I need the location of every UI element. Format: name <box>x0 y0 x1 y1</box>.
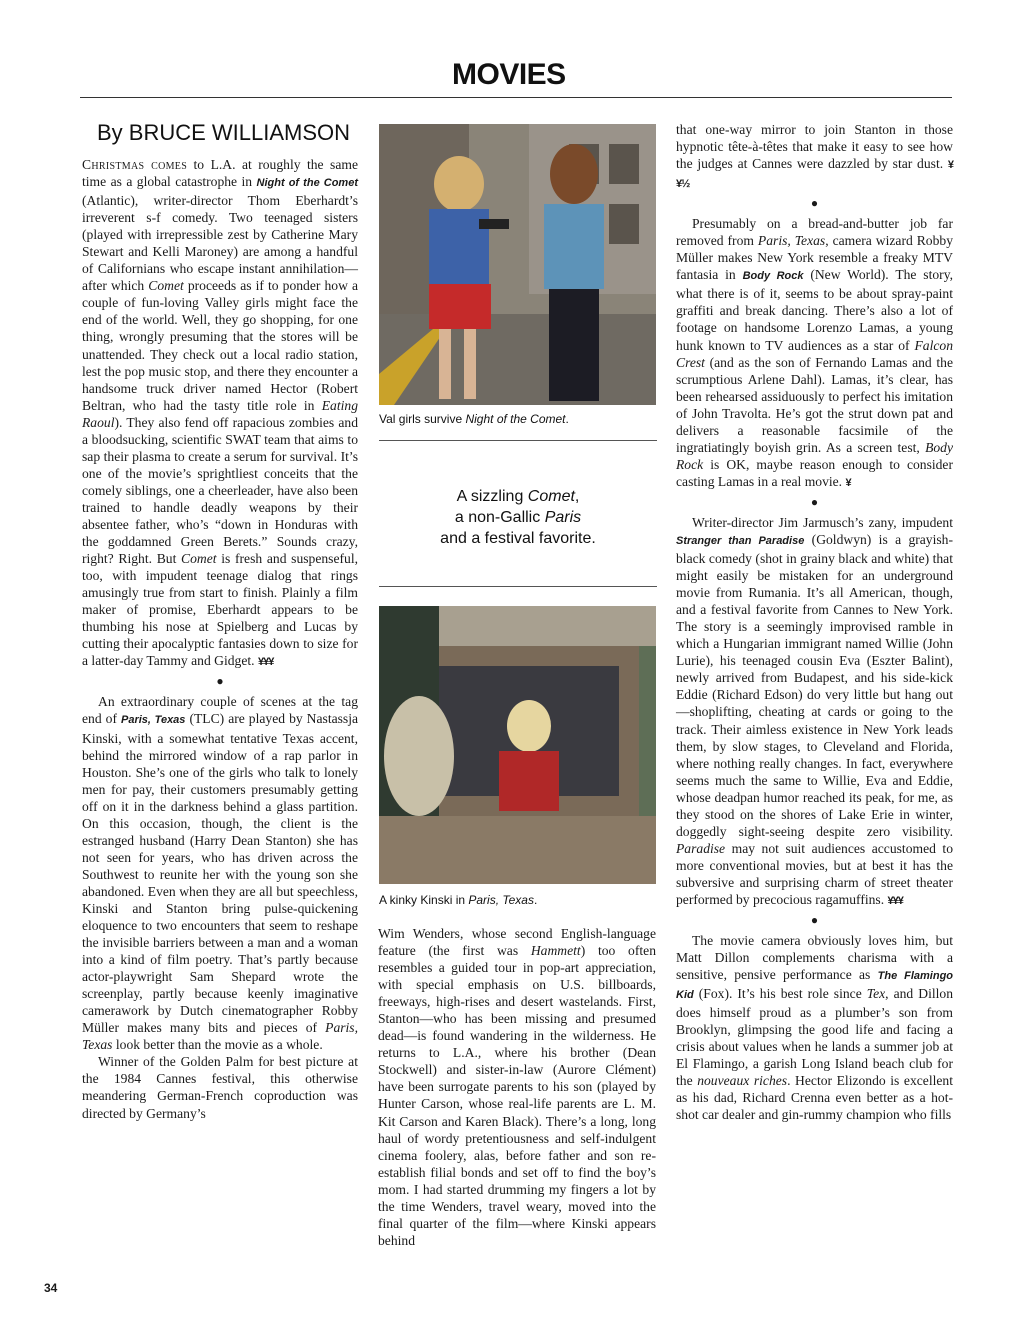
section-bullet: ● <box>810 494 819 509</box>
caption-text: Val girls survive <box>379 412 466 426</box>
column-1 <box>82 156 358 1122</box>
text-run: . Hector Elizondo is excellent as his dad, Richard Crenna even better as a hot-shot car dealer and gin-rummy champion who fills <box>676 1073 953 1123</box>
caption-title: Night of the Comet <box>465 412 566 426</box>
section-title: MOVIES <box>452 58 566 91</box>
text-run: (Fox). It’s his best role since <box>693 986 867 1002</box>
photo-night-of-the-comet <box>379 124 656 405</box>
page-number: 34 <box>44 1281 58 1295</box>
text-run: look better than the movie as a whole. <box>112 1037 323 1053</box>
italic-title: Paris, Texas <box>82 1020 358 1053</box>
text-run: may not suit audiences accustomed to more conventional movies, but at best it has the subversive and surprising charm of street theater performed by precocious ragamuffins. <box>676 840 953 907</box>
text-run: to L.A. at roughly the same time as a global catastrophe in <box>82 157 358 190</box>
mirror-room-image <box>379 606 656 884</box>
section-bullet: ● <box>216 674 224 689</box>
italic-title: Body Rock <box>676 439 953 472</box>
text-run: ). They also fend off rapacious zombies and a bloodsucking, scientific SWAT team that aims to sap their plasma to create a serum for survival. It’s one of the movie’s sprightliest conceits that the comely siblings, one a cheerleader, have also been trained to handle deadly weapons by their absentee father, who’s “down in Honduras with the goddamned Green Berets.” Sounds crazy, right? Right. But <box>82 414 358 567</box>
text-run: , and Dillon does himself proud as a plumber’s son from Brooklyn, glimpsing the good life and facing a crisis about values when he lands a summer job at El Flamingo, a garish Long Island beach club for the <box>676 986 953 1089</box>
caption-text: . <box>565 412 569 426</box>
column-2 <box>378 925 656 1249</box>
caption-text: A kinky Kinski in <box>379 893 469 907</box>
lead-in: Christmas comes <box>82 157 188 172</box>
italic-title: Tex <box>866 986 886 1002</box>
pull-line-3: and a festival favorite. <box>440 530 596 547</box>
rating: ¥ <box>845 476 851 489</box>
text-run: (Goldwyn) is a grayish-black comedy (shot in grainy black and white) that might easily be mistaken for an underground movie from Rumania. It’s all American, though, and a festival favorite from Cannes to New York. The story is a seemingly improvised ramble in which a Hungarian immigrant named Willie (John Lurie), his teenaged cousin Eva (Eszter Balint), newly arrived from Budapest, and his side-kick Eddie (Richard Edson) do very little but hang out—shoplifting, cheating at cards or going to the track. Their aimless existence in New York leads them, by slow stages, to Cleveland and Florida, where nothing really changes. In fact, everywhere seems much the same to Willie, Eva and Eddie, whose deadpan humor reached its peak, for me, as they stood on the shores of Lake Erie in winter, doggedly sight-seeing despite zero visibility. <box>676 531 953 839</box>
text-run: that one-way mirror to join Stanton in those hypnotic tête-à-têtes that make it easy to see how the judges at Cannes were dazzled by star dust. <box>676 122 953 172</box>
text-run: is fresh and suspenseful, too, with impudent teenage dialog that rings amusingly true from start to finish. Plainly a film maker of promise, Eberhardt appears to be thumbing his nose at Spielberg and Lucas by cutting their apocalyptic fantasies down to size for a latter-day Tammy and Gidget. <box>82 551 359 669</box>
text-run: (New World). The story, what there is of it, seems to be about spray-paint graffiti and break dancing. There’s also a lot of footage on handsome Lorenzo Lamas, a young hunk known to TV audiences as a star of <box>676 267 954 353</box>
street-scene-image <box>379 124 656 405</box>
text-run: (TLC) are played by Nastassja Kinski, with a somewhat tentative Texas accent, behind the mirrored window of a rap parlor in Houston. She’s one of the girls who talk to lonely men for pay, their customers presumably getting off on it in the darkness behind a glass partition. On this occasion, though, the client is the estranged husband (Harry Dean Stanton) she has not seen for years, who has driven across the Southwest to reunite her with the young son she abandoned. Even when they are all but speechless, Kinski and Stanton bring pulse-quickening eloquence to two encounters that seem to reshape the invisible barriers between a man and a woman into a kind of film poetry. That’s partly because actor-playwright Sam Shepard wrote the screenplay, partly because keenly imaginative camerawork by Dutch cinematographer Robby Müller makes many bits and pieces of <box>82 711 359 1036</box>
review-body-rock <box>676 215 953 492</box>
pull-text: A sizzling <box>456 488 528 505</box>
review-stranger-than-paradise <box>676 514 953 910</box>
paragraph <box>676 121 953 193</box>
italic-title: Falcon Crest <box>676 337 953 370</box>
header-rule <box>80 97 952 98</box>
film-title: Paris, Texas <box>121 714 186 727</box>
text-run: Writer-director Jim Jarmusch’s zany, impudent <box>692 514 953 530</box>
pull-line-1 <box>380 486 656 507</box>
text-run: ) too often resembles a guided tour in pop-art appreciation, with special emphasis on U.S. billboards, freeways, high-rises and desert wastelands. First, Stanton—who has been missing and presumed dead—is found wandering in the wilderness. He returns to L.A., where his brother (Dean Stockwell) and sister-in-law (Aurore Clément) have been surrogate parents to his son (played by Hunter Carson, whose real-life parents are L. M. Kit Carson and Karen Black). There’s a long, long haul of wordy pretentiousness and self-indulgent cinema foolery, alas, before father and son re-establish filial bonds and set off to find the boy’s mom. I had started drumming my fingers a lot by the time Wenders, travel weary, moved into the final quarter of the film—where Kinski appears behind <box>378 943 656 1248</box>
paragraph: Winner of the Golden Palm for best picture at the 1984 Cannes festival, this otherwise meandering German-French coproduction was directed by Germany’s <box>82 1054 358 1121</box>
section-bullet: ● <box>810 196 819 211</box>
italic-title: Paris, Texas <box>757 233 826 249</box>
pull-quote-rule-bottom <box>379 586 657 587</box>
text-run: is OK, maybe reason enough to consider casting Lamas in a real movie. <box>676 456 953 489</box>
pull-line-2 <box>380 507 656 528</box>
caption-photo-2 <box>379 893 537 907</box>
pull-title: Paris <box>544 509 582 526</box>
pull-quote <box>380 486 656 549</box>
italic-title: nouveaux riches <box>697 1073 788 1089</box>
photo-paris-texas <box>379 606 656 884</box>
paragraph <box>378 925 656 1249</box>
pull-title: Comet <box>527 488 575 505</box>
film-title: Stranger than Paradise <box>676 534 805 547</box>
italic-title: Eating Raoul <box>82 397 358 430</box>
italic-title: Comet <box>148 278 184 294</box>
text-run: An extraordinary couple of scenes at the tag end of <box>82 694 358 727</box>
film-title: Body Rock <box>742 270 804 283</box>
text-run: The movie camera obviously loves him, but Matt Dillon complements charisma with a sensitive, pensive performance as <box>676 933 953 983</box>
italic-title: Paradise <box>676 840 726 856</box>
rating: ¥¥½ <box>676 159 953 191</box>
review-night-of-the-comet <box>82 156 358 671</box>
rating: ¥¥¥ <box>257 656 274 669</box>
film-title: Night of the Comet <box>256 177 358 190</box>
text-run: proceeds as if to ponder how a couple of fun-loving Valley girls might face the end of the world. Well, they go shopping, for one thing, wrongly presuming that the stores will be unattended. They check out a local radio station, lest the pop music stop, and there they encounter a handsome truck driver named Hector (Robert Beltran, who had the tasty title role in <box>82 278 358 413</box>
film-title: The Flamingo Kid <box>676 970 954 1002</box>
caption-photo-1 <box>379 412 569 426</box>
caption-text: . <box>533 893 538 907</box>
text-run: , camera wizard Robby Müller makes New York resemble a freaky MTV fantasia in <box>676 233 953 283</box>
byline: By BRUCE WILLIAMSON <box>97 120 351 145</box>
text-run: Presumably on a bread-and-butter job far removed from <box>676 216 953 249</box>
text-run: (and as the son of Fernando Lamas and the scrumptious Arlene Dahl). Lamas, it’s clear, has been rehearsed assiduously to perfect his imitation of John Travolta. He’s got the strut down pat and delivers a reasonable facsimile of the ingratiatingly boyish grin. As a screen test, <box>676 354 953 455</box>
column-3 <box>676 121 953 1124</box>
pull-quote-rule-top <box>379 440 657 441</box>
caption-title: Paris, Texas <box>468 893 534 907</box>
review-flamingo-kid <box>676 932 953 1124</box>
review-paris-texas <box>82 693 358 1053</box>
text-run: Wim Wenders, whose second English-language feature (the first was <box>378 926 656 959</box>
pull-text: , <box>574 488 580 505</box>
italic-title: Comet <box>181 551 217 567</box>
pull-text: a non-Gallic <box>454 509 545 526</box>
italic-title: Hammett <box>530 943 581 959</box>
rating: ¥¥¥ <box>887 894 903 907</box>
text-run: (Atlantic), writer-director Thom Eberhardt’s irreverent s-f comedy. Two teenaged sisters (played with irrepressible zest by Catherine Mary Stewart and Kelli Maroney) are among a handful of Californians who escape instant annihilation—after which <box>82 193 358 294</box>
section-bullet: ● <box>810 913 819 928</box>
